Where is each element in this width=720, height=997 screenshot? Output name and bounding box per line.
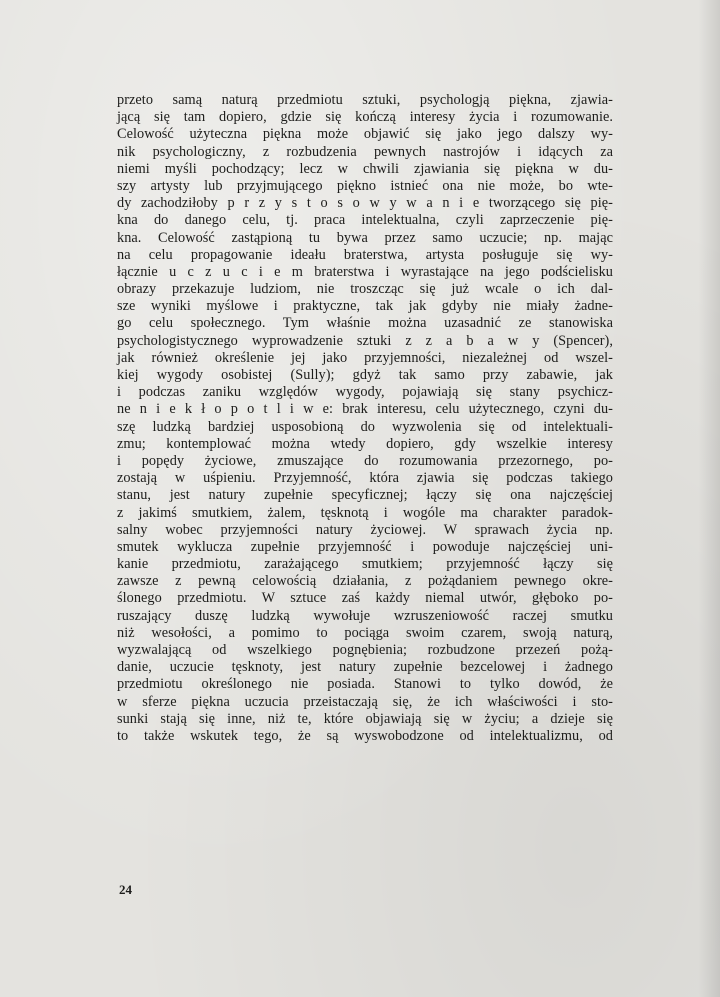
text-line-26: salny wobec przyjemności natury życiowej. W sprawach życia np. bbox=[117, 521, 613, 538]
body-text bbox=[117, 92, 613, 745]
text-line-19: ne n i e k ł o p o t l i w e: brak interesu, celu użytecznego, czyni du- bbox=[117, 401, 613, 418]
text-line-29: zawsze z pewną celowością działania, z pożądaniem pewnego okre- bbox=[117, 573, 613, 590]
page-edge-shadow bbox=[698, 0, 720, 997]
text-line-11: łącznie u c z u c i e m braterstwa i wyrastające na jego podścielisku bbox=[117, 263, 613, 280]
text-line-35: przedmiotu określonego nie posiada. Stanowi to tylko dowód, że bbox=[117, 676, 613, 693]
text-line-30: ślonego przedmiotu. W sztuce zaś każdy niemal utwór, głęboko po- bbox=[117, 590, 613, 607]
text-line-23: zostają w uśpieniu. Przyjemność, która zjawia się podczas takiego bbox=[117, 470, 613, 487]
text-line-28: kanie przedmiotu, zarażającego smutkiem; przyjemność łączy się bbox=[117, 556, 613, 573]
text-line-17: kiej wygody osobistej (Sully); gdyż tak samo przy zabawie, jak bbox=[117, 367, 613, 383]
text-line-6: szy artysty lub przyjmującego piękno istnieć ona nie może, bo wte- bbox=[117, 177, 613, 194]
page-number: 24 bbox=[119, 882, 132, 897]
text-line-34: danie, uczucie tęsknoty, jest natury zupełnie bezcelowej i żadnego bbox=[117, 659, 613, 676]
text-line-2: jącą się tam dopiero, gdzie się kończą interesy życia i rozumowanie. bbox=[117, 109, 613, 126]
text-line-37: sunki stają się inne, niż te, które objawiają się w życiu; a dzieje się bbox=[117, 710, 613, 727]
text-line-31: ruszający duszę ludzką wywołuje wzruszeniowość raczej smutku bbox=[117, 607, 613, 624]
text-line-24: stanu, jest natury zupełnie specyficznej; łączy się ona najczęściej bbox=[117, 487, 613, 504]
text-line-15: psychologistycznego wyprowadzenie sztuki z z a b a w y (Spencer), bbox=[117, 332, 613, 349]
text-line-18: i podczas zaniku względów wygody, pojawiają się stany psychicz- bbox=[117, 384, 613, 401]
text-line-20: szę ludzką bardziej usposobioną do wyzwolenia się od intelektuali- bbox=[117, 418, 613, 435]
text-line-10: na celu propagowanie ideału braterstwa, artysta posługuje się wy- bbox=[117, 246, 613, 263]
text-line-4: nik psychologiczny, z rozbudzenia pewnych nastrojów i idących za bbox=[117, 143, 613, 160]
text-line-1: przeto samą naturą przedmiotu sztuki, psychologją piękna, zjawia- bbox=[117, 92, 613, 108]
text-line-12: obrazy przekazuje ludziom, nie troszcząc się już wcale o ich dal- bbox=[117, 281, 613, 298]
text-line-22: i popędy życiowe, zmuszające do rozumowania przezornego, po- bbox=[117, 452, 613, 469]
text-line-33: wyzwalającą od wszelkiego pognębienia; rozbudzone przezeń pożą- bbox=[117, 642, 613, 658]
text-line-7: dy zachodziłoby p r z y s t o s o w y w a n i e tworzącego się pię- bbox=[117, 195, 613, 212]
text-line-27: smutek wyklucza zupełnie przyjemność i powoduje najczęściej uni- bbox=[117, 538, 613, 555]
text-line-21: zmu; kontemplować można wtedy dopiero, gdy wszelkie interesy bbox=[117, 435, 613, 452]
text-line-8: kna do danego celu, tj. praca intelektualna, czyli zaprzeczenie pię- bbox=[117, 212, 613, 229]
text-line-13: sze wyniki myślowe i praktyczne, tak jak gdyby nie miały żadne- bbox=[117, 298, 613, 315]
text-line-25: z jakimś smutkiem, żalem, tęsknotą i wogóle ma charakter paradok- bbox=[117, 504, 613, 521]
text-line-16: jak również określenie jej jako przyjemności, niezależnej od wszel- bbox=[117, 349, 613, 366]
text-line-5: niemi myśli pochodzący; lecz w chwili zjawiania się piękna w du- bbox=[117, 160, 613, 177]
text-line-38: to także wskutek tego, że są wyswobodzone od intelektualizmu, od bbox=[117, 727, 613, 744]
text-line-32: niż wesołości, a pomimo to pociąga swoim czarem, swoją naturą, bbox=[117, 624, 613, 641]
text-line-14: go celu społecznego. Tym właśnie można uzasadnić ze stanowiska bbox=[117, 315, 613, 332]
text-line-36: w sferze piękna uczucia przeistaczają się, że ich właściwości i sto- bbox=[117, 693, 613, 710]
text-line-9: kna. Celowość zastąpioną tu bywa przez samo uczucie; np. mając bbox=[117, 229, 613, 246]
text-line-3: Celowość użyteczna piękna może objawić się jako jego dalszy wy- bbox=[117, 126, 613, 143]
